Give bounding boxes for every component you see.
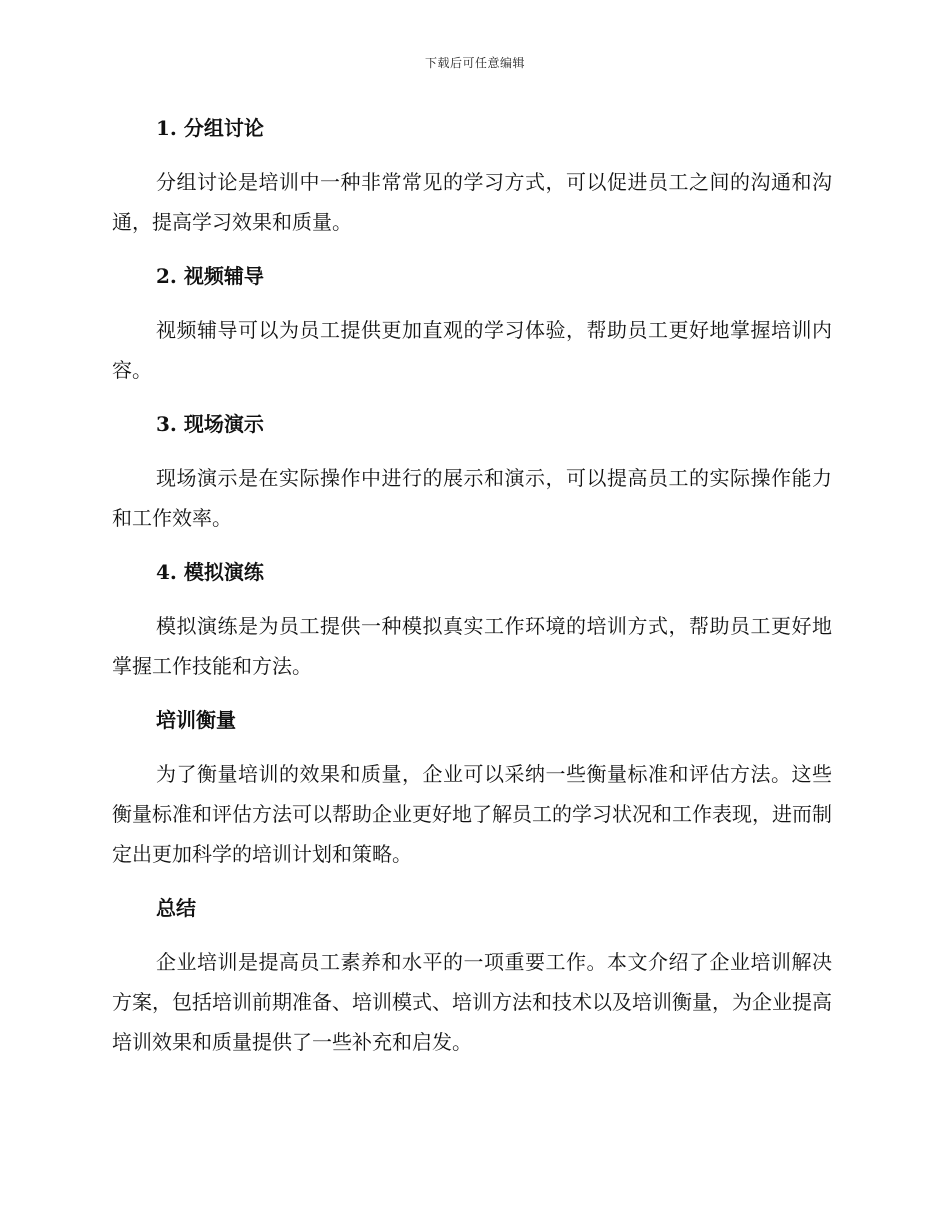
page-header-note: 下载后可任意编辑: [424, 56, 525, 70]
section-paragraph: 视频辅导可以为员工提供更加直观的学习体验，帮助员工更好地掌握培训内容。: [112, 318, 832, 382]
section-heading: 3. 现场演示: [156, 412, 264, 436]
section-heading: 4. 模拟演练: [156, 560, 264, 584]
section-heading: 总结: [156, 896, 196, 920]
section-heading: 2. 视频辅导: [156, 264, 264, 288]
section-heading: 培训衡量: [156, 708, 236, 732]
section-paragraph: 分组讨论是培训中一种非常常见的学习方式，可以促进员工之间的沟通和沟通，提高学习效果和质量。: [112, 170, 832, 234]
section-heading: 1. 分组讨论: [156, 116, 264, 140]
section-paragraph: 现场演示是在实际操作中进行的展示和演示，可以提高员工的实际操作能力和工作效率。: [112, 466, 832, 530]
document-body: [112, 110, 832, 1062]
section-paragraph: 为了衡量培训的效果和质量，企业可以采纳一些衡量标准和评估方法。这些衡量标准和评估方法可以帮助企业更好地了解员工的学习状况和工作表现，进而制定出更加科学的培训计划和策略。: [112, 762, 832, 866]
section-paragraph: 企业培训是提高员工素养和水平的一项重要工作。本文介绍了企业培训解决方案，包括培训前期准备、培训模式、培训方法和技术以及培训衡量，为企业提高培训效果和质量提供了一些补充和启发。: [112, 950, 832, 1054]
section-paragraph: 模拟演练是为员工提供一种模拟真实工作环境的培训方式，帮助员工更好地掌握工作技能和方法。: [112, 614, 832, 678]
